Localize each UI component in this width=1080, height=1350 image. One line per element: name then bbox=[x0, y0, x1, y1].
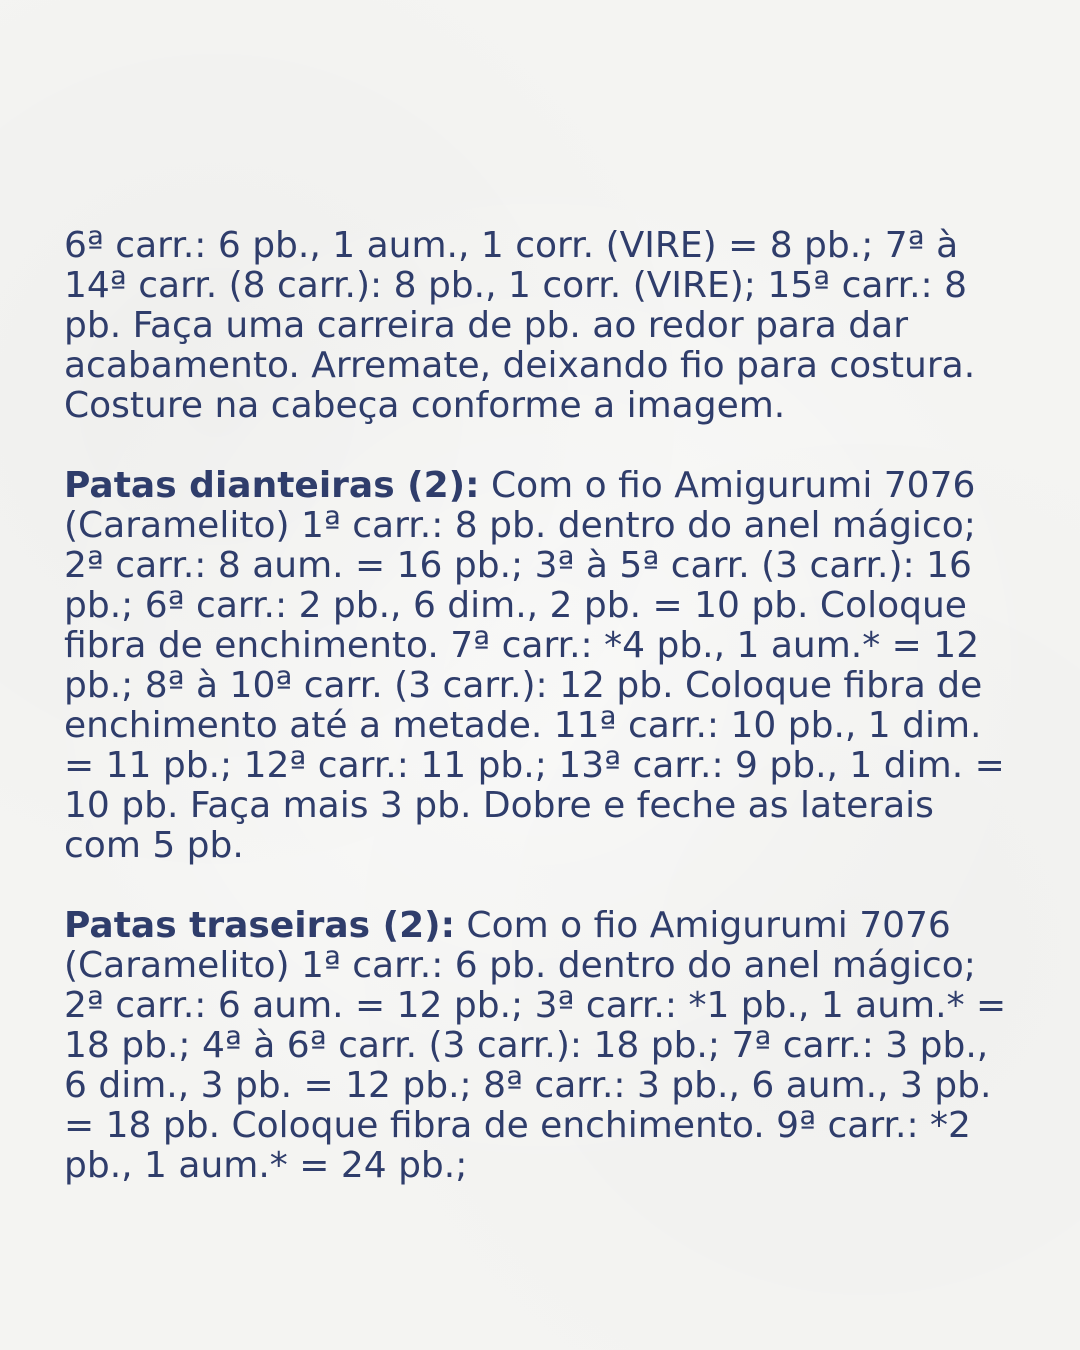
pattern-text-block bbox=[64, 226, 1014, 1186]
paragraph-ear-finish bbox=[64, 226, 1014, 426]
paragraph-back-paws bbox=[64, 906, 1014, 1186]
paragraph-body: Com o fio Amigurumi 7076 (Caramelito) 1ª carr.: 6 pb. dentro do anel mágico; 2ª carr.: 6 aum. = 12 pb.; 3ª carr.: *1 pb., 1 aum.* = 18 pb.; 4ª à 6ª carr. (3 carr.): 18 pb.; 7ª carr.: 3 pb., 6 dim., 3 pb. = 12 pb.; 8ª carr.: 3 pb., 6 aum., 3 pb. = 18 pb. Coloque fibra de enchimento. 9ª carr.: *2 pb., 1 aum.* = 24 pb.; bbox=[64, 905, 1007, 1186]
section-heading-front-paws: Patas dianteiras (2): bbox=[64, 465, 480, 506]
paragraph-front-paws bbox=[64, 466, 1014, 866]
section-heading-back-paws: Patas traseiras (2): bbox=[64, 905, 455, 946]
paragraph-body: 6ª carr.: 6 pb., 1 aum., 1 corr. (VIRE) = 8 pb.; 7ª à 14ª carr. (8 carr.): 8 pb., 1 corr. (VIRE); 15ª carr.: 8 pb. Faça uma carreira de pb. ao redor para dar acabamento. Arremate, deixando fio para costura. Costure na cabeça conforme a imagem. bbox=[64, 225, 976, 426]
paragraph-body: Com o fio Amigurumi 7076 (Caramelito) 1ª carr.: 8 pb. dentro do anel mágico; 2ª carr.: 8 aum. = 16 pb.; 3ª à 5ª carr. (3 carr.): 16 pb.; 6ª carr.: 2 pb., 6 dim., 2 pb. = 10 pb. Coloque fibra de enchimento. 7ª carr.: *4 pb., 1 aum.* = 12 pb.; 8ª à 10ª carr. (3 carr.): 12 pb. Coloque fibra de enchimento até a metade. 11ª carr.: 10 pb., 1 dim. = 11 pb.; 12ª carr.: 11 pb.; 13ª carr.: 9 pb., 1 dim. = 10 pb. Faça mais 3 pb. Dobre e feche as laterais com 5 pb. bbox=[64, 465, 1005, 866]
